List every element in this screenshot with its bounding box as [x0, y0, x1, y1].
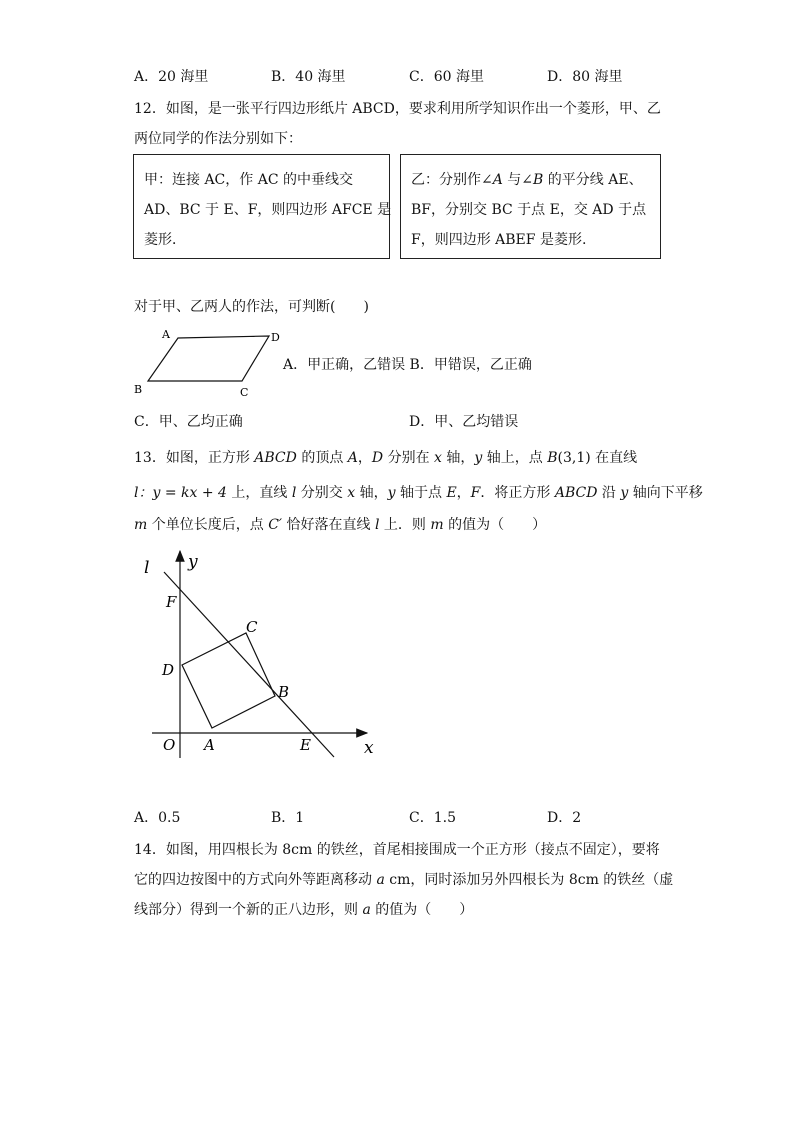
- label-b: B: [134, 383, 143, 396]
- label-d: D: [162, 661, 175, 679]
- q11-option-a: A．20 海里: [134, 69, 209, 85]
- q13-line1: 13．如图，正方形 ABCD 的顶点 A，D 分别在 x 轴，y 轴上，点 B(3,1) 在直线: [134, 450, 638, 466]
- label-a: A: [162, 328, 170, 341]
- q13-line3: m 个单位长度后，点 C′ 恰好落在直线 l 上．则 m 的值为（ ）: [134, 517, 547, 533]
- q13-option-d: D．2: [547, 810, 582, 826]
- q11-option-b: B．40 海里: [271, 69, 346, 85]
- label-a: A: [204, 736, 215, 754]
- q12-option-c: C．甲、乙均正确: [134, 414, 243, 430]
- label-b: B: [278, 683, 290, 701]
- jia-line-3: 菱形．: [144, 232, 186, 248]
- q13-option-b: B．1: [271, 810, 305, 826]
- label-x: x: [364, 738, 374, 758]
- jia-method-box: [133, 154, 390, 259]
- label-y: y: [188, 552, 198, 572]
- label-f: F: [166, 593, 177, 611]
- q12-options-ab: A．甲正确，乙错误 B．甲错误，乙正确: [283, 357, 532, 373]
- yi-line-2: BF，分别交 BC 于点 E，交 AD 于点: [411, 202, 647, 218]
- label-c: C: [240, 386, 249, 399]
- jia-line-1: 甲：连接 AC，作 AC 的中垂线交: [144, 172, 353, 188]
- yi-method-box: [400, 154, 661, 259]
- q14-line3: 线部分）得到一个新的正八边形，则 a 的值为（ ）: [134, 902, 474, 918]
- q11-option-d: D．80 海里: [547, 69, 623, 85]
- parallelogram-shape: [148, 336, 269, 381]
- q12-stem-line1: 12．如图，是一张平行四边形纸片 ABCD，要求利用所学知识作出一个菱形，甲、乙: [134, 101, 661, 117]
- q14-line2: 它的四边按图中的方式向外等距离移动 a cm，同时添加另外四根长为 8cm 的铁丝（虚: [134, 872, 674, 888]
- q14-line1: 14．如图，用四根长为 8cm 的铁丝，首尾相接围成一个正方形（接点不固定），要将: [134, 842, 660, 858]
- q12-stem-line2: 两位同学的作法分别如下：: [134, 131, 302, 147]
- label-o: O: [163, 736, 176, 754]
- parallelogram-figure: [128, 326, 283, 400]
- jia-line-2: AD、BC 于 E、F，则四边形 AFCE 是: [144, 202, 392, 218]
- q13-option-c: C．1.5: [409, 810, 456, 826]
- line-l: [164, 572, 334, 757]
- label-l: l: [144, 558, 150, 578]
- yi-line-1: 乙：分别作∠A 与∠B 的平分线 AE、: [411, 172, 643, 188]
- q12-judge: 对于甲、乙两人的作法，可判断( ): [134, 299, 369, 315]
- label-c: C: [246, 618, 258, 636]
- q13-option-a: A．0.5: [134, 810, 181, 826]
- q12-option-d: D．甲、乙均错误: [409, 414, 519, 430]
- label-d: D: [271, 331, 280, 344]
- q13-figure: [130, 545, 390, 770]
- q13-line2: l：y = kx + 4 上，直线 l 分别交 x 轴，y 轴于点 E，F．将正方形 ABCD 沿 y 轴向下平移: [134, 485, 703, 501]
- yi-line-3: F，则四边形 ABEF 是菱形.: [411, 232, 587, 248]
- q11-option-c: C．60 海里: [409, 69, 484, 85]
- label-e: E: [300, 736, 311, 754]
- square-abcd: [182, 633, 275, 728]
